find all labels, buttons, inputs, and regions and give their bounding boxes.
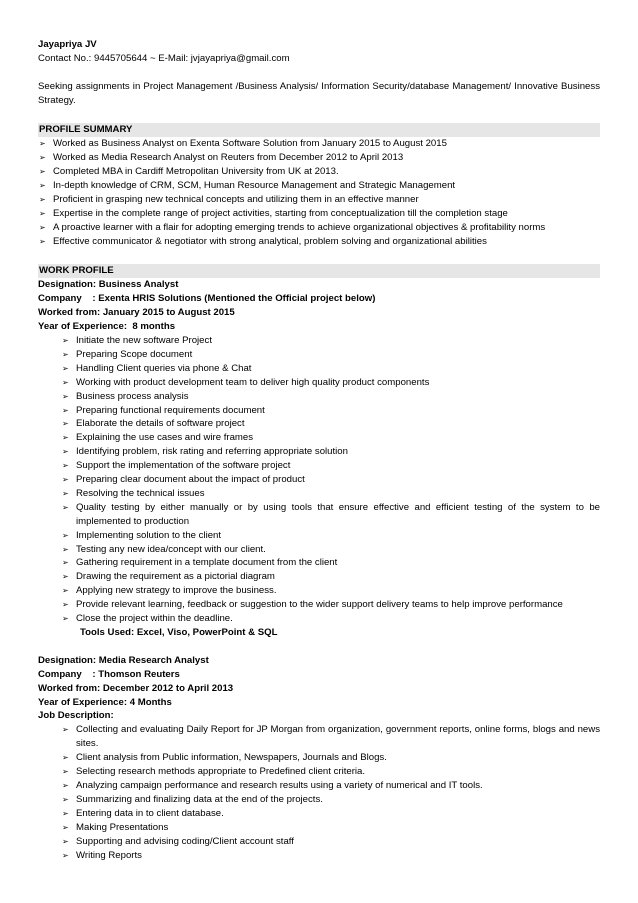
arrow-bullet-icon: ➢ [39,222,46,232]
list-item [38,765,600,779]
list-item-text: Making Presentations [76,821,169,833]
list-item [38,459,600,473]
job1-tools-used: Tools Used: Excel, Viso, PowerPoint & SQL [80,627,278,639]
list-item-text: Implementing solution to the client [76,529,222,541]
job2-designation: Designation: Media Research Analyst [38,654,209,666]
list-item [38,221,600,235]
list-item-text: Effective communicator & negotiator with strong analytical, problem solving and organizational abilities [53,235,487,247]
list-item-text: Client analysis from Public information, Newspapers, Journals and Blogs. [76,752,387,764]
job2-task-list [38,723,600,862]
list-item [38,362,600,376]
contact-line: Contact No.: 9445705644 ~ E-Mail: jvjayapriya@gmail.com [38,52,290,64]
list-item-text: Support the implementation of the software project [76,460,291,472]
list-item-text: Entering data in to client database. [76,807,224,819]
list-item [38,584,600,598]
arrow-bullet-icon: ➢ [62,475,69,485]
arrow-bullet-icon: ➢ [62,767,69,777]
list-item [38,835,600,849]
list-item-text: Proficient in grasping new technical concepts and utilizing them in an effective manner [53,193,419,205]
list-item-text: Expertise in the complete range of project activities, starting from conceptualization till the completion stage [53,207,508,219]
list-item [38,348,600,362]
list-item [38,807,600,821]
list-item-text: Working with product development team to deliver high quality product components [76,376,430,388]
job1-designation: Designation: Business Analyst [38,279,179,291]
list-item [38,431,600,445]
job1-experience: Year of Experience: 8 months [38,321,176,333]
arrow-bullet-icon: ➢ [62,614,69,624]
list-item-text: Resolving the technical issues [76,487,205,499]
spacer [38,640,600,654]
list-item-text: Gathering requirement in a template document from the client [76,557,338,569]
arrow-bullet-icon: ➢ [62,433,69,443]
arrow-bullet-icon: ➢ [62,335,69,345]
arrow-bullet-icon: ➢ [62,391,69,401]
arrow-bullet-icon: ➢ [62,530,69,540]
list-item-text: Worked as Business Analyst on Exenta Software Solution from January 2015 to August 2015 [53,138,447,150]
arrow-bullet-icon: ➢ [62,600,69,610]
list-item [38,598,600,612]
arrow-bullet-icon: ➢ [62,780,69,790]
list-item-text: Preparing functional requirements document [76,404,265,416]
list-item [38,821,600,835]
arrow-bullet-icon: ➢ [62,558,69,568]
job2-worked-from: Worked from: December 2012 to April 2013 [38,682,234,694]
list-item-text: A proactive learner with a flair for adopting emerging trends to achieve organizational objectives & profitability norms [53,221,546,233]
list-item-text: Explaining the use cases and wire frames [76,432,254,444]
arrow-bullet-icon: ➢ [62,822,69,832]
arrow-bullet-icon: ➢ [62,405,69,415]
list-item-text: Provide relevant learning, feedback or suggestion to the wider support delivery teams to help improve performance [76,599,563,611]
list-item-text: Testing any new idea/concept with our client. [76,543,266,555]
list-item [38,849,600,863]
list-item [38,487,600,501]
profile-summary-heading: PROFILE SUMMARY [38,123,600,137]
work-profile-heading: WORK PROFILE [38,264,600,278]
list-item-text: Elaborate the details of software project [76,418,245,430]
list-item-text: Applying new strategy to improve the business. [76,585,277,597]
list-item-text: Worked as Media Research Analyst on Reuters from December 2012 to April 2013 [53,152,404,164]
job2-experience: Year of Experience: 4 Months [38,696,172,708]
list-item-text: Initiate the new software Project [76,334,212,346]
list-item [38,334,600,348]
list-item [38,404,600,418]
job1-task-list [38,334,600,626]
arrow-bullet-icon: ➢ [62,572,69,582]
list-item-text: Close the project within the deadline. [76,613,233,625]
list-item-text: Summarizing and finalizing data at the end of the projects. [76,793,323,805]
arrow-bullet-icon: ➢ [62,419,69,429]
list-item [38,473,600,487]
list-item-text: Preparing Scope document [76,348,193,360]
list-item-text: Drawing the requirement as a pictorial diagram [76,571,275,583]
list-item-text: Business process analysis [76,390,189,402]
list-item [38,151,600,165]
list-item [38,165,600,179]
list-item-text: Completed MBA in Cardiff Metropolitan University from UK at 2013. [53,166,339,178]
list-item-text: Supporting and advising coding/Client account staff [76,835,294,847]
list-item [38,179,600,193]
list-item [38,570,600,584]
arrow-bullet-icon: ➢ [62,349,69,359]
job1-company: Company : Exenta HRIS Solutions (Mentioned the Official project below) [38,293,376,305]
spacer [38,66,600,80]
list-item [38,529,600,543]
arrow-bullet-icon: ➢ [62,461,69,471]
list-item [38,556,600,570]
list-item-text: Handling Client queries via phone & Chat [76,362,252,374]
arrow-bullet-icon: ➢ [62,447,69,457]
arrow-bullet-icon: ➢ [62,544,69,554]
arrow-bullet-icon: ➢ [62,850,69,860]
list-item [38,543,600,557]
arrow-bullet-icon: ➢ [62,488,69,498]
list-item-text: Quality testing by either manually or by using tools that ensure effective and efficient testing of the system to be implemented to production [76,501,600,527]
list-item [38,235,600,249]
arrow-bullet-icon: ➢ [62,794,69,804]
list-item [38,501,600,529]
arrow-bullet-icon: ➢ [39,181,46,191]
list-item-text: Preparing clear document about the impact of product [76,474,305,486]
arrow-bullet-icon: ➢ [62,586,69,596]
list-item [38,137,600,151]
list-item-text: Selecting research methods appropriate to Predefined client criteria. [76,766,366,778]
arrow-bullet-icon: ➢ [39,208,46,218]
arrow-bullet-icon: ➢ [62,363,69,373]
arrow-bullet-icon: ➢ [62,377,69,387]
list-item-text: Analyzing campaign performance and research results using a variety of numerical and IT tools. [76,779,483,791]
list-item [38,207,600,221]
list-item [38,445,600,459]
arrow-bullet-icon: ➢ [62,753,69,763]
arrow-bullet-icon: ➢ [39,139,46,149]
profile-summary-list [38,137,600,248]
spacer [38,249,600,263]
objective-statement: Seeking assignments in Project Management /Business Analysis/ Information Security/database Management/ Innovative Business Strategy. [38,80,600,106]
arrow-bullet-icon: ➢ [39,153,46,163]
list-item-text: In-depth knowledge of CRM, SCM, Human Resource Management and Strategic Management [53,180,456,192]
arrow-bullet-icon: ➢ [39,167,46,177]
arrow-bullet-icon: ➢ [62,836,69,846]
candidate-name: Jayapriya JV [38,39,97,50]
arrow-bullet-icon: ➢ [62,808,69,818]
job2-company: Company : Thomson Reuters [38,668,180,680]
list-item-text: Collecting and evaluating Daily Report for JP Morgan from organization, government reports, online forms, blogs and news sites. [76,724,600,750]
list-item [38,417,600,431]
list-item-text: Identifying problem, risk rating and referring appropriate solution [76,446,348,458]
job1-worked-from: Worked from: January 2015 to August 2015 [38,307,235,319]
arrow-bullet-icon: ➢ [62,502,69,512]
list-item [38,612,600,626]
arrow-bullet-icon: ➢ [39,194,46,204]
arrow-bullet-icon: ➢ [39,236,46,246]
arrow-bullet-icon: ➢ [62,725,69,735]
list-item [38,723,600,751]
list-item-text: Writing Reports [76,849,142,861]
list-item [38,793,600,807]
list-item [38,390,600,404]
job2-description-label: Job Description: [38,710,114,722]
list-item [38,376,600,390]
resume-page [38,38,600,862]
list-item [38,193,600,207]
list-item [38,779,600,793]
list-item [38,751,600,765]
spacer [38,108,600,122]
